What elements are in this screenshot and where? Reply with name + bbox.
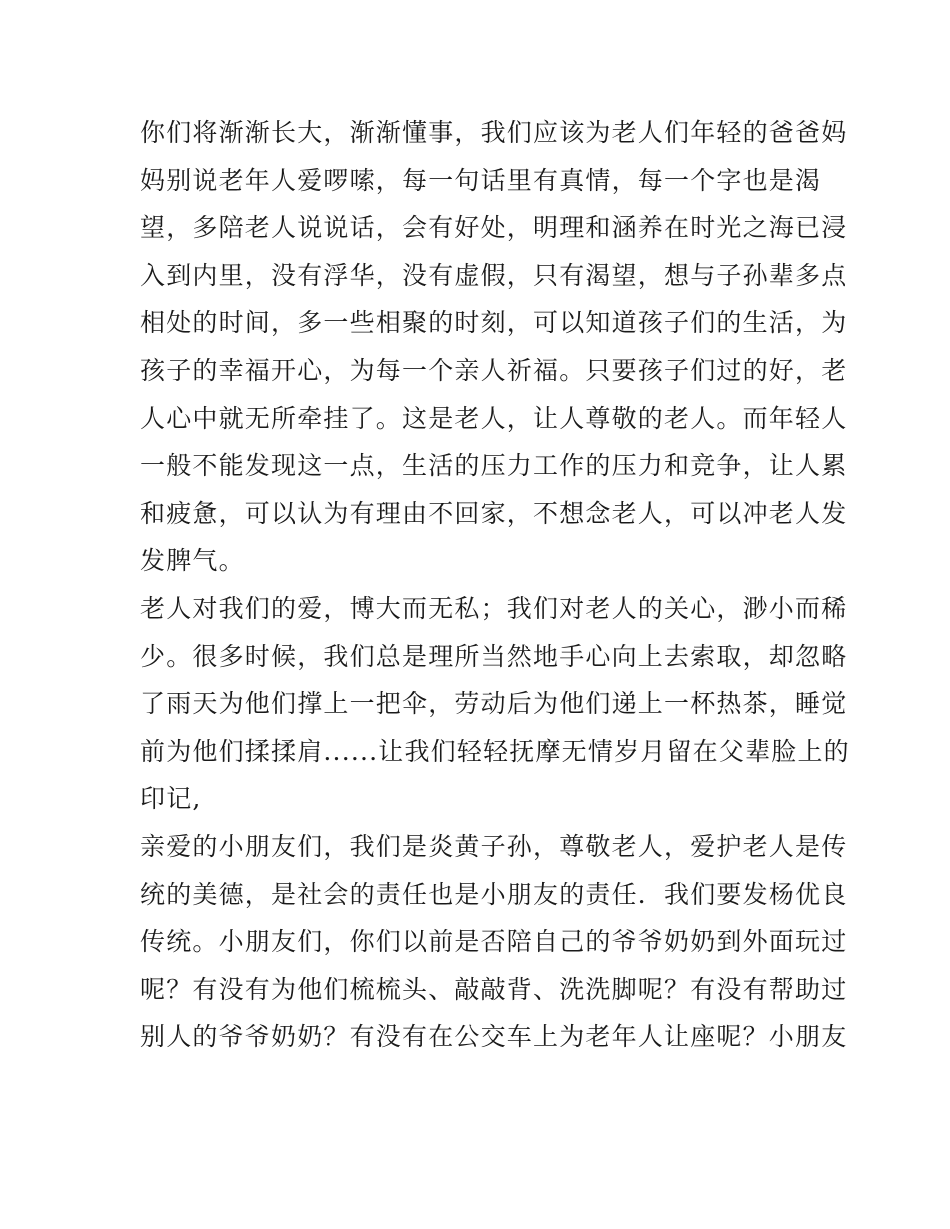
text-line: 传统。小朋友们，你们以前是否陪自己的爷爷奶奶到外面玩过 [140,927,848,957]
text-line: 统的美德，是社会的责任也是小朋友的责任．我们要发杨优良 [140,879,848,909]
text-line: 了雨天为他们撑上一把伞，劳动后为他们递上一杯热茶，睡觉 [140,689,848,719]
text-line: 妈别说老年人爱啰嗦，每一句话里有真情，每一个字也是渴 [140,165,822,195]
text-line: 前为他们揉揉肩......让我们轻轻抚摩无情岁月留在父辈脸上的 [140,736,850,766]
document-body [140,109,850,1061]
text-line: 老人对我们的爱，博大而无私；我们对老人的关心，渺小而稀 [140,593,848,623]
text-line: 别人的爷爷奶奶？有没有在公交车上为老年人让座呢？小朋友 [140,1022,848,1052]
text-line: 入到内里，没有浮华，没有虚假，只有渴望，想与子孙辈多点 [140,260,848,290]
text-line: 呢？有没有为他们梳梳头、敲敲背、洗洗脚呢？有没有帮助过 [140,974,848,1004]
text-line: 你们将渐渐长大，渐渐懂事，我们应该为老人们年轻的爸爸妈 [140,118,848,147]
text-line: 少。很多时候，我们总是理所当然地手心向上去索取，却忽略 [140,641,848,671]
text-line: 人心中就无所牵挂了。这是老人，让人尊敬的老人。而年轻人 [140,403,848,433]
text-line: 印记, [140,784,202,814]
text-line: 望，多陪老人说说话，会有好处，明理和涵养在时光之海已浸 [140,213,848,243]
paragraph-dear-children [140,823,848,1061]
text-line: 亲爱的小朋友们，我们是炎黄子孙，尊敬老人，爱护老人是传 [140,831,848,861]
text-line: 和疲惫，可以认为有理由不回家，不想念老人，可以冲老人发 [140,498,848,528]
text-line: 相处的时间，多一些相聚的时刻，可以知道孩子们的生活，为 [140,308,848,338]
paragraph-elders-love [140,585,850,823]
paragraph-respect-elders [140,109,848,585]
text-line: 一般不能发现这一点，生活的压力工作的压力和竞争，让人累 [140,451,848,481]
text-line: 孩子的幸福开心，为每一个亲人祈福。只要孩子们过的好，老 [140,355,848,385]
text-line: 发脾气。 [140,546,245,576]
